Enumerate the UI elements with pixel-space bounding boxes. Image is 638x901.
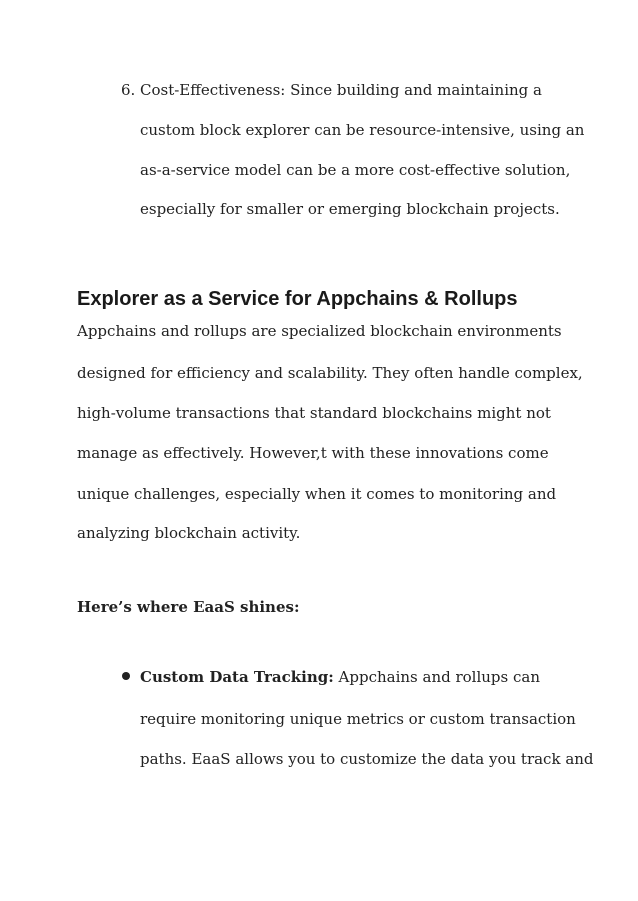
bullet-item-text: Appchains and rollups can bbox=[333, 668, 541, 686]
subheading: Here’s where EaaS shines: bbox=[77, 598, 300, 616]
list-item-line: as-a-service model can be a more cost-effective solution, bbox=[140, 161, 571, 179]
bullet-item-first-line bbox=[140, 667, 540, 687]
paragraph-line: unique challenges, especially when it comes to monitoring and bbox=[77, 485, 557, 503]
paragraph-line: designed for efficiency and scalability. They often handle complex, bbox=[77, 364, 583, 382]
bullet-item-title: Custom Data Tracking: bbox=[140, 668, 334, 686]
bullet-item-line: require monitoring unique metrics or custom transaction bbox=[140, 710, 576, 728]
list-item-line: especially for smaller or emerging blockchain projects. bbox=[140, 200, 560, 218]
paragraph-line: manage as effectively. However,t with these innovations come bbox=[77, 444, 549, 462]
bullet-item-line: paths. EaaS allows you to customize the data you track and bbox=[140, 750, 594, 768]
paragraph-line: Appchains and rollups are specialized blockchain environments bbox=[77, 322, 562, 340]
section-heading: Explorer as a Service for Appchains & Rollups bbox=[77, 288, 518, 310]
list-number: 6. bbox=[121, 81, 136, 99]
list-item-line: Cost-Effectiveness: Since building and maintaining a bbox=[140, 81, 542, 99]
list-item-line: custom block explorer can be resource-intensive, using an bbox=[140, 121, 585, 139]
paragraph-line: high-volume transactions that standard blockchains might not bbox=[77, 404, 551, 422]
paragraph-line: analyzing blockchain activity. bbox=[77, 524, 301, 542]
bullet-dot-icon bbox=[122, 672, 130, 680]
